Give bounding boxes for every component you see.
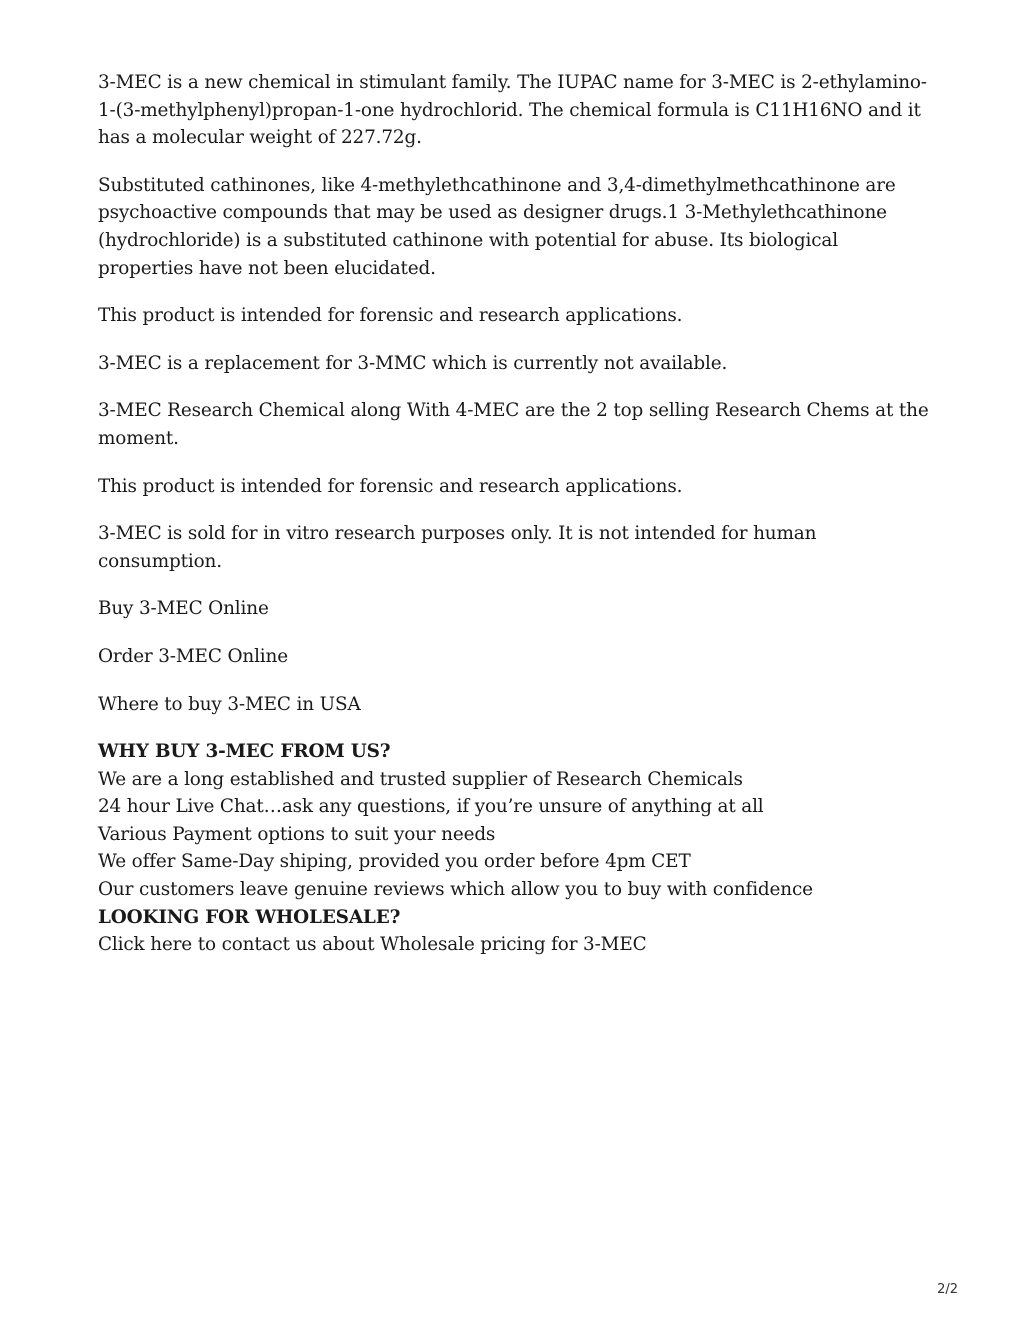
why-buy-line: 24 hour Live Chat…ask any questions, if you’re unsure of anything at all — [98, 796, 764, 818]
wholesale-contact-link[interactable]: Click here to contact us about Wholesale pricing for 3-MEC — [98, 934, 647, 956]
paragraph-disclaimer: 3-MEC is sold for in vitro research purposes only. It is not intended for human consumption. — [98, 523, 817, 572]
paragraph-order-online: Order 3-MEC Online — [98, 645, 288, 667]
why-buy-section — [98, 738, 938, 959]
why-buy-line: Our customers leave genuine reviews which allow you to buy with confidence — [98, 879, 813, 901]
paragraph-substituted-cathinones: Substituted cathinones, like 4-methylethcathinone and 3,4-dimethylmethcathinone are psychoactive compounds that may be used as designer drugs.1 3-Methylethcathinone (hydrochloride) is a substituted cathinone with potential for abuse. Its biological properties have not been elucidated. — [98, 174, 896, 279]
why-buy-line: We are a long established and trusted supplier of Research Chemicals — [98, 768, 743, 790]
why-buy-line: Various Payment options to suit your needs — [98, 823, 496, 845]
paragraph-where-to-buy: Where to buy 3-MEC in USA — [98, 693, 361, 715]
paragraph-intro: 3-MEC is a new chemical in stimulant family. The IUPAC name for 3-MEC is 2-ethylamino-1-(3-methylphenyl)propan-1-one hydrochlorid. The chemical formula is C11H16NO and it has a molecular weight of 227.72g. — [98, 72, 927, 149]
wholesale-heading: LOOKING FOR WHOLESALE? — [98, 906, 401, 928]
page-number: 2/2 — [937, 1282, 958, 1297]
paragraph-intended-use: This product is intended for forensic and research applications. — [98, 305, 683, 327]
paragraph-buy-online: Buy 3-MEC Online — [98, 598, 269, 620]
paragraph-top-selling: 3-MEC Research Chemical along With 4-MEC are the 2 top selling Research Chems at the moment. — [98, 400, 929, 449]
paragraph-intended-use-repeat: This product is intended for forensic and research applications. — [98, 475, 683, 497]
why-buy-heading: WHY BUY 3-MEC FROM US? — [98, 741, 391, 763]
paragraph-replacement: 3-MEC is a replacement for 3-MMC which is currently not available. — [98, 352, 728, 374]
document-body — [98, 69, 938, 959]
why-buy-line: We offer Same-Day shiping, provided you order before 4pm CET — [98, 851, 691, 873]
